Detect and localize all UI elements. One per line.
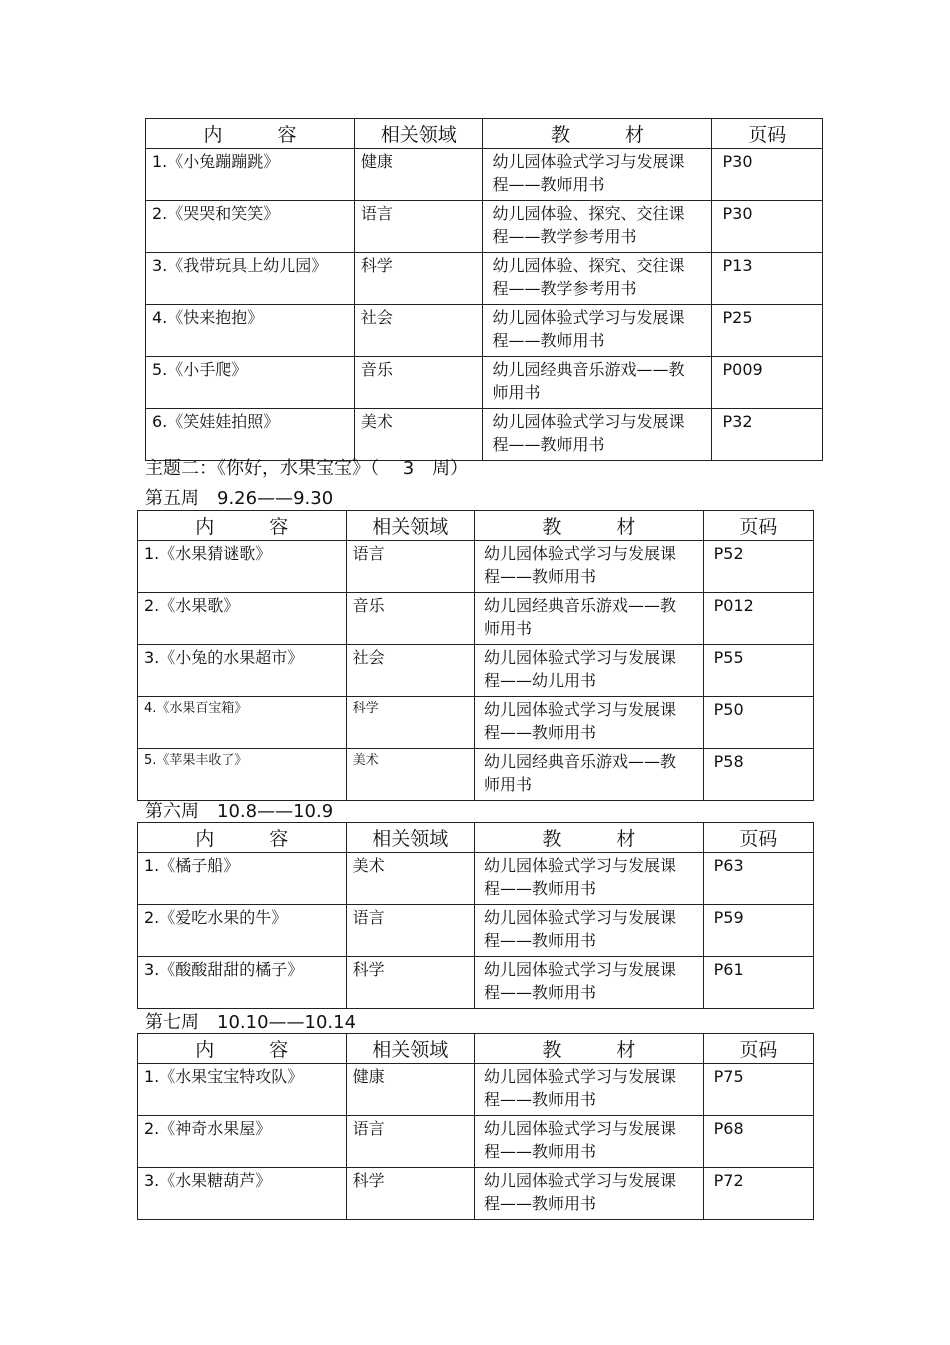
cell-material: 幼儿园体验、探究、交往课程——教学参考用书 — [492, 256, 685, 298]
cell-domain: 语言 — [360, 204, 393, 223]
week5-title: 第五周 9.26——9.30 — [145, 488, 334, 509]
theme2-title: 主题二：《你好，水果宝宝》（ 3 周） — [145, 458, 469, 479]
cell-page: P25 — [722, 308, 753, 327]
cell-content: 4.《快来抱抱》 — [152, 308, 264, 327]
table-row — [138, 593, 814, 645]
cell-domain: 美术 — [360, 412, 393, 431]
header-material: 教 材 — [474, 823, 703, 853]
cell-content: 2.《哭哭和笑笑》 — [152, 204, 280, 223]
table-row — [146, 409, 823, 461]
table-header-row — [138, 511, 814, 541]
table-theme1 — [145, 118, 823, 461]
header-content: 内 容 — [138, 823, 347, 853]
table-row — [138, 1116, 814, 1168]
table-week7 — [137, 1033, 814, 1220]
cell-page: P30 — [722, 152, 753, 171]
header-page: 页码 — [703, 511, 813, 541]
cell-domain: 社会 — [352, 648, 385, 667]
header-domain: 相关领域 — [346, 511, 474, 541]
cell-material: 幼儿园体验式学习与发展课程——教师用书 — [492, 308, 685, 350]
cell-page: P50 — [713, 700, 744, 719]
table-row — [138, 957, 814, 1009]
cell-page: P75 — [713, 1067, 744, 1086]
cell-page: P30 — [722, 204, 753, 223]
cell-content: 3.《水果糖葫芦》 — [144, 1171, 272, 1190]
cell-material: 幼儿园经典音乐游戏——教师用书 — [483, 752, 676, 794]
header-content: 内 容 — [146, 119, 355, 149]
cell-material: 幼儿园体验、探究、交往课程——教学参考用书 — [492, 204, 685, 246]
header-material: 教 材 — [483, 119, 712, 149]
cell-page: P32 — [722, 412, 753, 431]
cell-content: 1.《水果猜谜歌》 — [144, 544, 272, 563]
cell-page: P55 — [713, 648, 744, 667]
cell-content: 6.《笑娃娃拍照》 — [152, 412, 280, 431]
cell-content: 5.《苹果丰收了》 — [144, 753, 248, 768]
cell-domain: 社会 — [360, 308, 393, 327]
table-row — [138, 749, 814, 801]
cell-material: 幼儿园体验式学习与发展课程——教师用书 — [483, 856, 676, 898]
header-domain: 相关领域 — [346, 1034, 474, 1064]
table-row — [146, 201, 823, 253]
cell-domain: 音乐 — [360, 360, 393, 379]
cell-material: 幼儿园体验式学习与发展课程——教师用书 — [483, 908, 676, 950]
cell-material: 幼儿园经典音乐游戏——教师用书 — [483, 596, 676, 638]
cell-domain: 健康 — [360, 152, 393, 171]
table-week5 — [137, 510, 814, 801]
cell-material: 幼儿园体验式学习与发展课程——教师用书 — [483, 1171, 676, 1213]
table-header-row — [138, 1034, 814, 1064]
table-header-row — [138, 823, 814, 853]
table-row — [146, 253, 823, 305]
cell-content: 4.《水果百宝箱》 — [144, 701, 248, 716]
header-page: 页码 — [703, 1034, 813, 1064]
cell-content: 2.《水果歌》 — [144, 596, 240, 615]
cell-page: P58 — [713, 752, 744, 771]
header-material: 教 材 — [474, 511, 703, 541]
header-content: 内 容 — [138, 511, 347, 541]
cell-material: 幼儿园体验式学习与发展课程——教师用书 — [483, 1119, 676, 1161]
table-row — [138, 541, 814, 593]
week6-title: 第六周 10.8——10.9 — [145, 801, 334, 822]
cell-domain: 美术 — [352, 753, 379, 768]
cell-material: 幼儿园体验式学习与发展课程——教师用书 — [492, 152, 685, 194]
cell-page: P012 — [713, 596, 754, 615]
table-row — [138, 697, 814, 749]
table-row — [146, 357, 823, 409]
cell-page: P63 — [713, 856, 744, 875]
cell-domain: 语言 — [352, 544, 385, 563]
week7-title: 第七周 10.10——10.14 — [145, 1012, 357, 1033]
table-row — [138, 645, 814, 697]
cell-domain: 语言 — [352, 1119, 385, 1138]
cell-domain: 健康 — [352, 1067, 385, 1086]
cell-content: 2.《神奇水果屋》 — [144, 1119, 272, 1138]
cell-page: P009 — [722, 360, 763, 379]
cell-content: 2.《爱吃水果的牛》 — [144, 908, 288, 927]
table-row — [146, 305, 823, 357]
table-row — [146, 149, 823, 201]
cell-page: P52 — [713, 544, 744, 563]
table-header-row — [146, 119, 823, 149]
cell-material: 幼儿园体验式学习与发展课程——教师用书 — [483, 700, 676, 742]
table-row — [138, 853, 814, 905]
table-row — [138, 905, 814, 957]
table-week6 — [137, 822, 814, 1009]
cell-content: 1.《水果宝宝特攻队》 — [144, 1067, 304, 1086]
cell-page: P72 — [713, 1171, 744, 1190]
cell-page: P59 — [713, 908, 744, 927]
cell-domain: 科学 — [360, 256, 393, 275]
cell-domain: 科学 — [352, 1171, 385, 1190]
cell-material: 幼儿园体验式学习与发展课程——教师用书 — [483, 1067, 676, 1109]
cell-content: 3.《酸酸甜甜的橘子》 — [144, 960, 304, 979]
header-content: 内 容 — [138, 1034, 347, 1064]
header-domain: 相关领域 — [354, 119, 483, 149]
cell-content: 1.《橘子船》 — [144, 856, 240, 875]
cell-domain: 科学 — [352, 960, 385, 979]
cell-content: 3.《小兔的水果超市》 — [144, 648, 304, 667]
cell-material: 幼儿园体验式学习与发展课程——教师用书 — [492, 412, 685, 454]
cell-domain: 音乐 — [352, 596, 385, 615]
cell-content: 3.《我带玩具上幼儿园》 — [152, 256, 328, 275]
cell-content: 1.《小兔蹦蹦跳》 — [152, 152, 280, 171]
cell-material: 幼儿园经典音乐游戏——教师用书 — [492, 360, 685, 402]
cell-page: P68 — [713, 1119, 744, 1138]
table-row — [138, 1168, 814, 1220]
cell-material: 幼儿园体验式学习与发展课程——教师用书 — [483, 960, 676, 1002]
cell-page: P13 — [722, 256, 753, 275]
cell-domain: 美术 — [352, 856, 385, 875]
cell-content: 5.《小手爬》 — [152, 360, 248, 379]
table-row — [138, 1064, 814, 1116]
cell-material: 幼儿园体验式学习与发展课程——幼儿用书 — [483, 648, 676, 690]
cell-domain: 语言 — [352, 908, 385, 927]
cell-page: P61 — [713, 960, 744, 979]
header-domain: 相关领域 — [346, 823, 474, 853]
header-page: 页码 — [703, 823, 813, 853]
header-material: 教 材 — [474, 1034, 703, 1064]
cell-material: 幼儿园体验式学习与发展课程——教师用书 — [483, 544, 676, 586]
header-page: 页码 — [712, 119, 823, 149]
cell-domain: 科学 — [352, 701, 379, 716]
